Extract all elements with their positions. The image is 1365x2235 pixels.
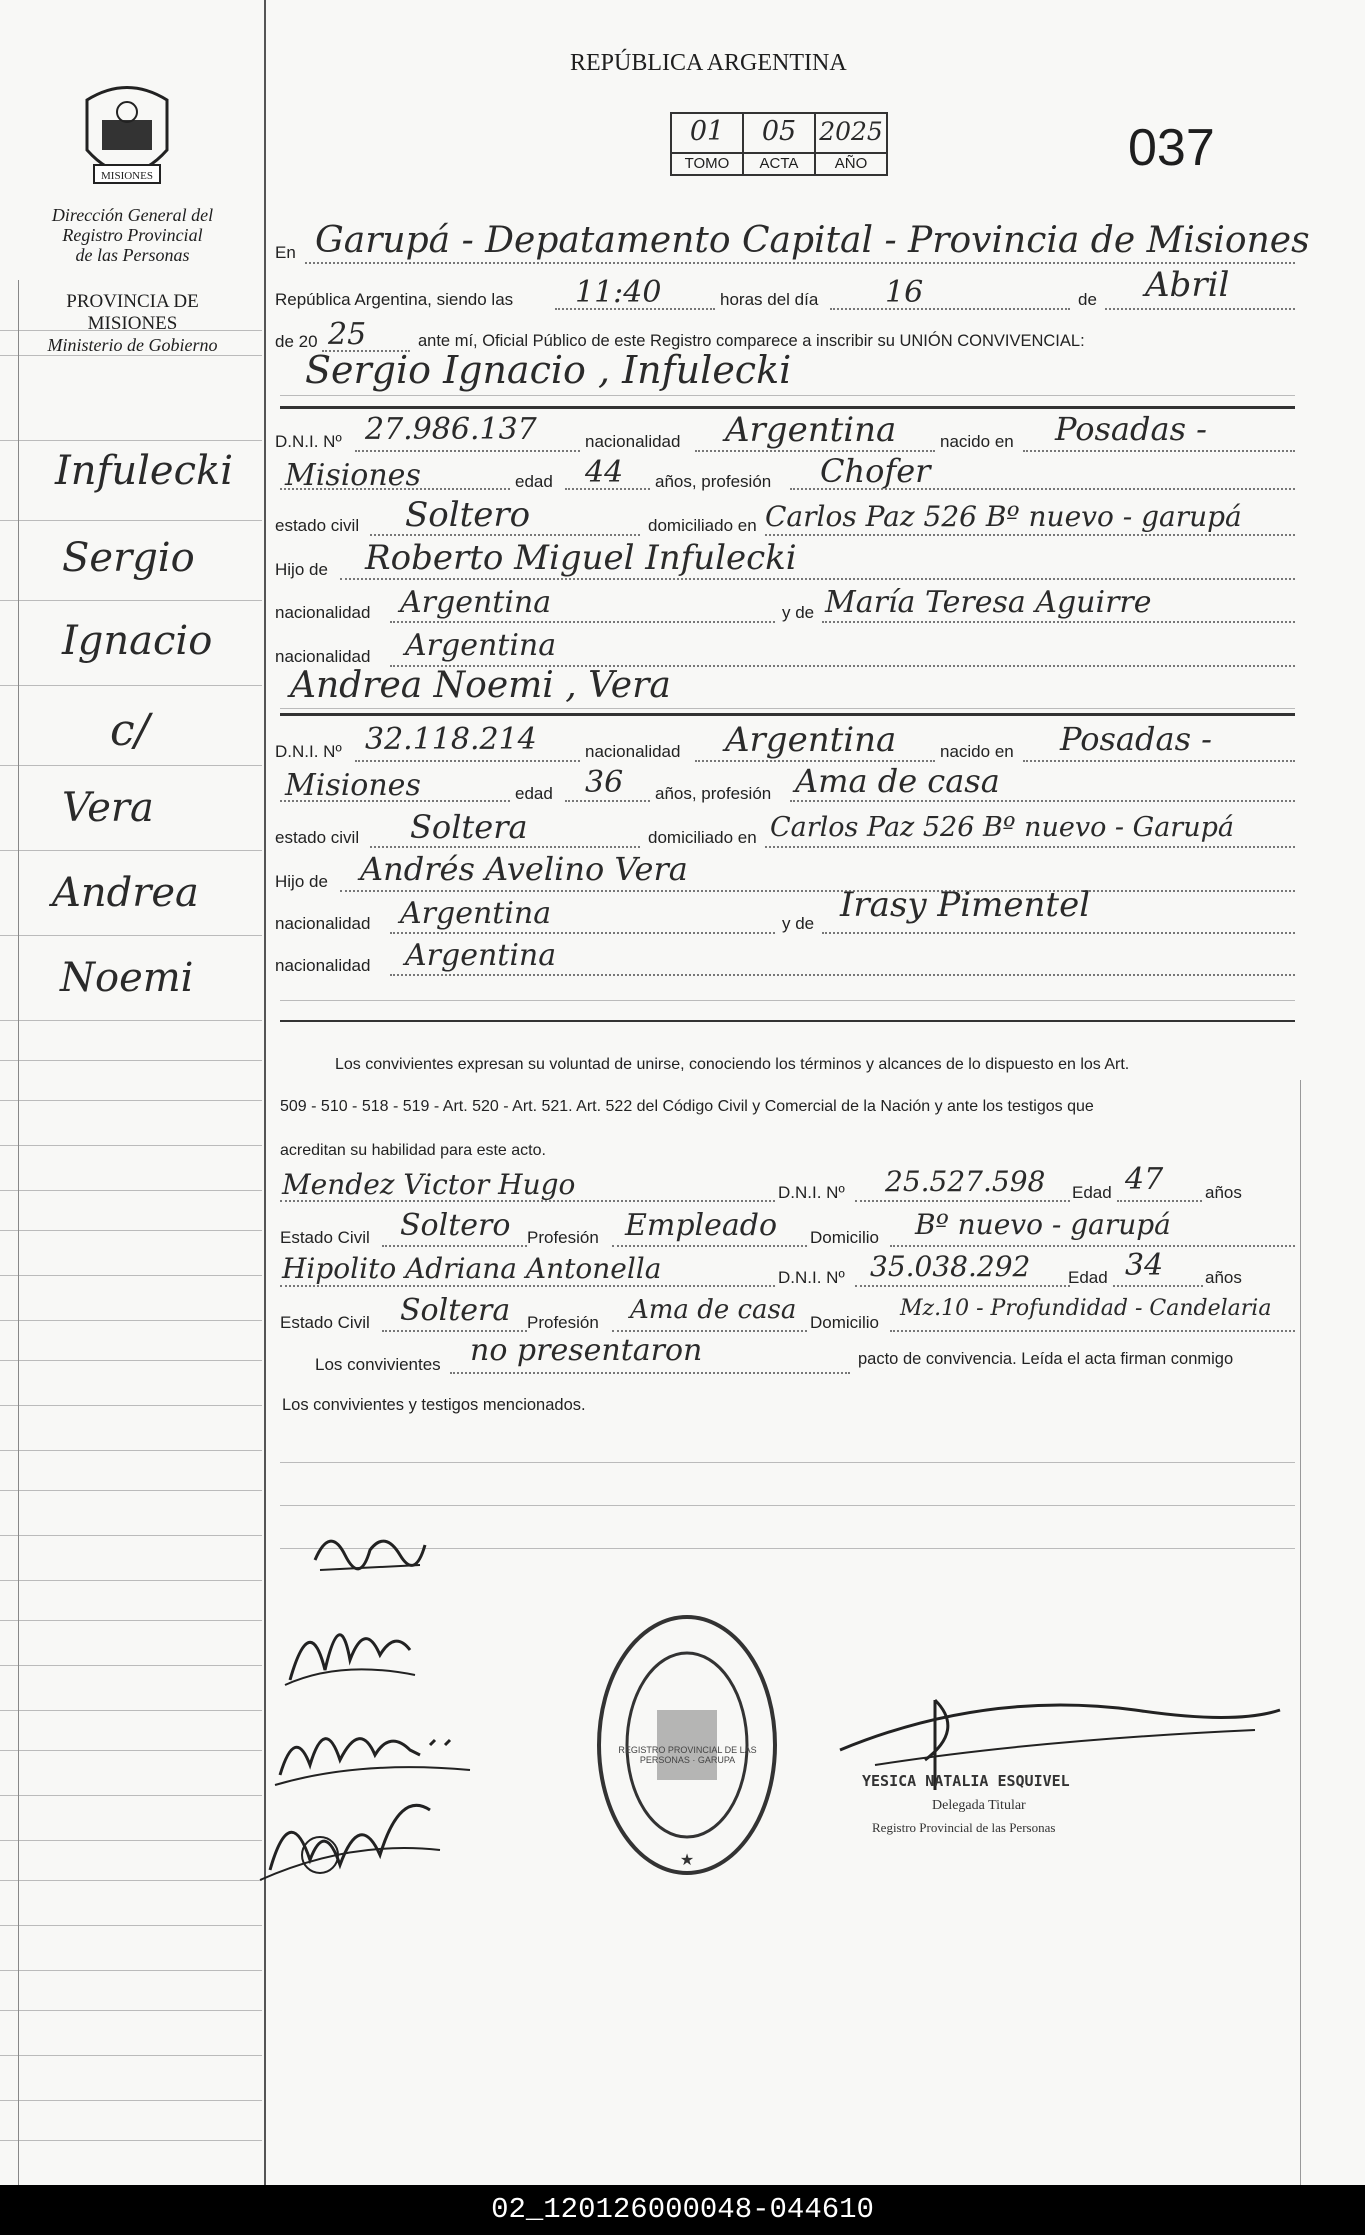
p1-padre-nac-label: nacionalidad (275, 603, 371, 622)
province-line1: PROVINCIA DE (66, 291, 199, 312)
p1-yde-label: y de (782, 603, 815, 622)
p1-padre-nac: Argentina (400, 585, 552, 620)
p2-hijo: Andrés Avelino Vera (360, 850, 688, 888)
year-prefix: de 20 (275, 332, 318, 351)
p1-madre-nac-label: nacionalidad (275, 647, 371, 666)
mes-value: Abril (1145, 265, 1230, 305)
p2-yde-label: y de (782, 914, 815, 933)
p1-nac-label: nacionalidad (585, 432, 681, 451)
margin-name-1: Infulecki (55, 448, 234, 494)
horas-label: horas del día (720, 290, 819, 309)
section-divider-2 (280, 713, 1295, 716)
p2-anos-label: años, profesión (655, 784, 772, 803)
tomo-value: 01 (689, 116, 725, 147)
p2-edad: 36 (585, 765, 624, 800)
p1-madre: María Teresa Aguirre (825, 585, 1152, 620)
w1-name: Mendez Victor Hugo (282, 1168, 576, 1201)
w1-anos-label: años (1205, 1183, 1242, 1202)
p1-anos-label: años, profesión (655, 472, 772, 491)
official-office: Registro Provincial de las Personas (872, 1820, 1056, 1835)
closing-rest: pacto de convivencia. Leída el acta firman conmigo (858, 1350, 1234, 1368)
signature-scribble-2 (280, 1600, 420, 1690)
p1-domicilio-label: domiciliado en (648, 516, 757, 535)
legal-line2: 509 - 510 - 518 - 519 - Art. 520 - Art. 521. Art. 522 del Código Civil y Comercial de la Nación y ante los testigos que (280, 1098, 1094, 1115)
year-value: 25 (328, 317, 367, 352)
binding-line (18, 280, 19, 2185)
closing-line2: Los convivientes y testigos mencionados. (282, 1396, 586, 1414)
p1-edad-label: edad (515, 472, 553, 491)
w2-name: Hipolito Adriana Antonella (282, 1252, 662, 1285)
right-edge (1300, 1080, 1301, 2185)
acta-label: ACTA (742, 154, 814, 176)
document-id-footer: 02_120126000048-044610 (0, 2185, 1365, 2235)
anio-cell (814, 112, 888, 154)
p1-dni-label: D.N.I. Nº (275, 432, 342, 451)
act-number: 037 (1128, 119, 1215, 177)
p2-domicilio-label: domiciliado en (648, 828, 757, 847)
p2-nacido-label: nacido en (940, 742, 1014, 761)
w1-profesion: Empleado (625, 1208, 778, 1243)
w1-estado-label: Estado Civil (280, 1228, 370, 1247)
institution-block (10, 205, 255, 355)
w1-dom-label: Domicilio (810, 1228, 879, 1247)
p2-padre-nac-label: nacionalidad (275, 914, 371, 933)
p2-nacido: Posadas - (1060, 720, 1212, 758)
margin-name-5: Vera (62, 785, 154, 831)
signature-scribble-1 (310, 1520, 430, 1580)
official-role: Delegada Titular (932, 1798, 1026, 1813)
p1-nacido: Posadas - (1055, 410, 1207, 448)
legal-line3: acreditan su habilidad para este acto. (280, 1142, 546, 1159)
anio-label: AÑO (814, 154, 888, 176)
ministry: Ministerio de Gobierno (47, 335, 218, 355)
en-label: En (275, 243, 296, 262)
hora-value: 11:40 (575, 275, 662, 310)
p1-profesion: Chofer (820, 452, 931, 490)
p2-dni: 32.118.214 (365, 722, 537, 757)
tomo-label: TOMO (670, 154, 742, 176)
w2-estado: Soltera (400, 1293, 511, 1328)
province-line2: MISIONES (87, 313, 178, 334)
p1-nacido-label: nacido en (940, 432, 1014, 451)
margin-name-6: Andrea (52, 870, 199, 916)
w2-domicilio: Mz.10 - Profundidad - Candelaria (900, 1296, 1272, 1321)
w2-dni: 35.038.292 (870, 1250, 1031, 1283)
w1-edad-label: Edad (1072, 1183, 1112, 1202)
party1-name: Sergio Ignacio , Infulecki (305, 348, 792, 392)
section-divider-1 (280, 406, 1295, 409)
w2-anos-label: años (1205, 1268, 1242, 1287)
p2-dni-label: D.N.I. Nº (275, 742, 342, 761)
w2-edad-label: Edad (1068, 1268, 1108, 1287)
closing-label: Los convivientes (315, 1355, 441, 1374)
signature-scribble-4 (250, 1780, 450, 1890)
p1-nacido2: Misiones (285, 458, 421, 493)
p2-domicilio: Carlos Paz 526 Bº nuevo - Garupá (770, 812, 1234, 843)
p1-dni: 27.986.137 (365, 412, 537, 447)
w1-prof-label: Profesión (527, 1228, 599, 1247)
p1-edad: 44 (585, 455, 624, 490)
w2-dni-label: D.N.I. Nº (778, 1268, 845, 1287)
p2-nacido2: Misiones (285, 768, 421, 803)
p2-padre-nac: Argentina (400, 896, 552, 931)
p1-estado: Soltero (405, 495, 531, 535)
margin-name-3: Ignacio (62, 618, 213, 664)
w2-prof-label: Profesión (527, 1313, 599, 1332)
de-label: de (1078, 290, 1097, 309)
seal-text: REGISTRO PROVINCIAL DE LAS PERSONAS · GARUPA (618, 1745, 757, 1765)
p2-estado: Soltera (410, 808, 528, 846)
p2-profesion: Ama de casa (795, 762, 1000, 800)
margin-name-7: Noemi (60, 955, 194, 1001)
p2-madre-nac-label: nacionalidad (275, 956, 371, 975)
acta-cell (742, 112, 814, 154)
p2-nacionalidad: Argentina (725, 720, 897, 760)
tomo-cell (670, 112, 742, 154)
republic-title: REPÚBLICA ARGENTINA (570, 50, 847, 76)
svg-text:MISIONES: MISIONES (101, 170, 153, 182)
siendo-label: República Argentina, siendo las (275, 290, 514, 309)
legal-line1: Los convivientes expresan su voluntad de unirse, conociendo los términos y alcances de lo dispuesto en los Art. (335, 1056, 1130, 1073)
w2-edad: 34 (1125, 1248, 1164, 1283)
p1-hijo-label: Hijo de (275, 560, 328, 579)
tomo-acta-anio-box (670, 112, 888, 176)
closing-value: no presentaron (470, 1333, 703, 1368)
p2-madre: Irasy Pimentel (840, 885, 1091, 925)
p2-madre-nac: Argentina (405, 938, 557, 973)
w1-estado: Soltero (400, 1208, 511, 1243)
svg-text:★: ★ (679, 1852, 695, 1869)
w2-estado-label: Estado Civil (280, 1313, 370, 1332)
p2-edad-label: edad (515, 784, 553, 803)
compare-text: ante mí, Oficial Público de este Registro comparece a inscribir su UNIÓN CONVIVENCIAL: (418, 332, 1085, 350)
party2-name: Andrea Noemi , Vera (290, 665, 671, 706)
p1-estado-label: estado civil (275, 516, 360, 535)
margin-name-4: c/ (110, 705, 150, 756)
w2-profesion: Ama de casa (630, 1295, 797, 1325)
p1-nacionalidad: Argentina (725, 410, 897, 450)
institution-line3: de las Personas (75, 245, 190, 265)
w2-dom-label: Domicilio (810, 1313, 879, 1332)
w1-dni: 25.527.598 (885, 1165, 1046, 1198)
w1-domicilio: Bº nuevo - garupá (915, 1208, 1171, 1241)
section-divider-3 (280, 1020, 1295, 1022)
w1-edad: 47 (1125, 1162, 1164, 1197)
dia-value: 16 (885, 275, 924, 310)
institution-line1: Dirección General del (51, 205, 214, 225)
margin-name-2: Sergio (62, 535, 195, 581)
anio-value: 2025 (819, 117, 883, 146)
place-value: Garupá - Depatamento Capital - Provincia de Misiones (315, 220, 1310, 261)
p1-hijo: Roberto Miguel Infulecki (365, 538, 797, 578)
official-name: YESICA NATALIA ESQUIVEL (862, 1772, 1070, 1790)
p1-domicilio: Carlos Paz 526 Bº nuevo - garupá (765, 500, 1242, 533)
p1-madre-nac: Argentina (405, 628, 557, 663)
coat-of-arms-logo (72, 80, 182, 195)
p2-hijo-label: Hijo de (275, 872, 328, 891)
w1-dni-label: D.N.I. Nº (778, 1183, 845, 1202)
acta-value: 05 (761, 116, 797, 147)
p2-nac-label: nacionalidad (585, 742, 681, 761)
institution-line2: Registro Provincial (62, 225, 203, 245)
p2-estado-label: estado civil (275, 828, 360, 847)
